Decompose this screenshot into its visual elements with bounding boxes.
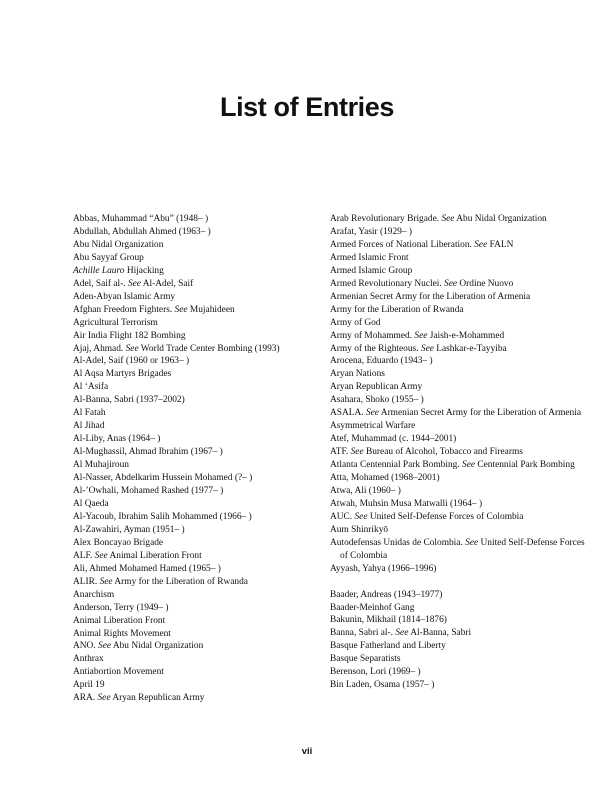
entry-text: Abu Nidal Organization bbox=[73, 239, 164, 250]
entry-text: ALF. bbox=[73, 550, 95, 561]
entry-text: Atwa, Ali (1960– ) bbox=[330, 486, 401, 497]
list-entry bbox=[330, 239, 592, 252]
entry-text: Jaish-e-Mohammed bbox=[427, 330, 505, 341]
list-entry bbox=[330, 381, 592, 394]
entry-text: ASALA. bbox=[330, 408, 366, 419]
entry-text-italic: See bbox=[395, 628, 409, 639]
entry-text: Ayyash, Yahya (1966–1996) bbox=[330, 563, 437, 574]
entry-text: Aryan Republican Army bbox=[330, 382, 423, 393]
entry-text-italic: See bbox=[350, 447, 364, 458]
entry-text-italic: See bbox=[354, 511, 368, 522]
list-entry bbox=[73, 407, 335, 420]
entry-text: Armenian Secret Army for the Liberation of Armenia bbox=[330, 291, 531, 302]
entry-text: Basque Separatists bbox=[330, 654, 401, 665]
entry-text: AUC. bbox=[330, 511, 355, 522]
list-entry bbox=[73, 446, 335, 459]
list-entry bbox=[73, 563, 335, 576]
entry-text-italic: See bbox=[441, 214, 455, 224]
entry-text: FALN bbox=[487, 239, 514, 250]
entries-column-left bbox=[73, 213, 335, 705]
list-entry bbox=[330, 511, 592, 524]
list-entry bbox=[73, 615, 335, 628]
list-entry bbox=[330, 278, 592, 291]
list-entry bbox=[330, 265, 592, 278]
entry-text-italic: See bbox=[99, 576, 113, 587]
entry-text: Armed Islamic Group bbox=[330, 265, 413, 276]
entry-text: Army of Mohammed. bbox=[330, 330, 415, 341]
entry-text: ARA. bbox=[73, 693, 98, 704]
list-entry bbox=[73, 550, 335, 563]
entry-text: Army for the Liberation of Rwanda bbox=[112, 576, 248, 587]
list-entry bbox=[73, 213, 335, 226]
list-entry bbox=[330, 498, 592, 511]
entry-text: Atef, Muhammad (c. 1944–2001) bbox=[330, 434, 457, 445]
entry-text-italic: See bbox=[365, 408, 379, 419]
entry-text: United Self-Defense Forces of Colombia bbox=[340, 537, 585, 561]
list-entry bbox=[330, 291, 592, 304]
list-entry bbox=[330, 679, 592, 692]
entry-text: World Trade Center Bombing (1993) bbox=[138, 343, 280, 354]
entry-text: Autodefensas Unidas de Colombia. bbox=[330, 537, 466, 548]
list-entry bbox=[73, 537, 335, 550]
entry-text: Alex Boncayao Brigade bbox=[73, 537, 164, 548]
entry-text: April 19 bbox=[73, 680, 105, 691]
entry-text: Ali, Ahmed Mohamed Hamed (1965– ) bbox=[73, 563, 221, 574]
list-entry bbox=[330, 446, 592, 459]
list-entry bbox=[73, 355, 335, 368]
list-entry bbox=[330, 420, 592, 433]
entry-text: Bureau of Alcohol, Tobacco and Firearms bbox=[363, 447, 523, 458]
entry-text: Air India Flight 182 Bombing bbox=[73, 330, 186, 341]
list-entry bbox=[73, 472, 335, 485]
entry-text: Animal Rights Movement bbox=[73, 628, 171, 639]
list-entry bbox=[73, 433, 335, 446]
entry-text: Al ‘Asifa bbox=[73, 382, 109, 393]
list-entry bbox=[330, 472, 592, 485]
list-entry bbox=[73, 278, 335, 291]
entry-text: ALIR. bbox=[73, 576, 100, 587]
list-entry bbox=[73, 394, 335, 407]
list-entry bbox=[73, 602, 335, 615]
entry-text: Lashkar-e-Tayyiba bbox=[433, 343, 507, 354]
list-entry bbox=[330, 252, 592, 265]
list-entry bbox=[73, 524, 335, 537]
list-entry bbox=[330, 407, 592, 420]
entry-text: Animal Liberation Front bbox=[73, 615, 166, 626]
entry-text: Bakunin, Mikhail (1814–1876) bbox=[330, 615, 447, 626]
entry-text: Al-Banna, Sabri (1937–2002) bbox=[73, 395, 185, 406]
list-entry bbox=[73, 692, 335, 705]
entry-text: Asymmetrical Warfare bbox=[330, 421, 416, 432]
list-entry bbox=[73, 640, 335, 653]
entry-text: Baader-Meinhof Gang bbox=[330, 602, 415, 613]
entry-text: Armed Islamic Front bbox=[330, 252, 409, 263]
entry-text: Al-’Owhali, Mohamed Rashed (1977– ) bbox=[73, 486, 224, 497]
list-entry bbox=[330, 653, 592, 666]
entry-text: Adel, Saif al-. bbox=[73, 278, 128, 289]
list-entry bbox=[330, 614, 592, 627]
entry-text: Armenian Secret Army for the Liberation of Armenia bbox=[378, 408, 581, 419]
list-entry bbox=[330, 524, 592, 537]
list-entry bbox=[330, 304, 592, 317]
entry-text: Abu Sayyaf Group bbox=[73, 252, 144, 263]
entry-text: Animal Liberation Front bbox=[107, 550, 202, 561]
list-entry bbox=[73, 628, 335, 641]
entry-text: Agricultural Terrorism bbox=[73, 317, 158, 328]
entry-text-italic: See bbox=[444, 278, 458, 289]
entry-text: Al-Mughassil, Ahmad Ibrahim (1967– ) bbox=[73, 447, 223, 458]
list-entry bbox=[330, 433, 592, 446]
list-entry bbox=[73, 291, 335, 304]
list-entry bbox=[330, 330, 592, 343]
list-entry bbox=[330, 602, 592, 615]
list-entry bbox=[330, 666, 592, 679]
entry-text: Army of the Righteous. bbox=[330, 343, 421, 354]
entry-text: Aryan Nations bbox=[330, 369, 385, 380]
list-entry bbox=[330, 459, 592, 472]
entry-text: Abu Nidal Organization bbox=[454, 214, 547, 224]
entry-text: United Self-Defense Forces of Colombia bbox=[367, 511, 524, 522]
entry-text: Arab Revolutionary Brigade. bbox=[330, 214, 442, 224]
entry-text: Mujahideen bbox=[187, 304, 235, 315]
entry-text: Baader, Andreas (1943–1977) bbox=[330, 589, 443, 600]
list-entry bbox=[330, 485, 592, 498]
list-entry bbox=[73, 589, 335, 602]
list-entry bbox=[73, 330, 335, 343]
page-title: List of Entries bbox=[219, 92, 395, 122]
entry-text-italic: See bbox=[414, 330, 428, 341]
entry-text-italic: See bbox=[97, 693, 111, 704]
entry-text: Arocena, Eduardo (1943– ) bbox=[330, 356, 433, 367]
entry-text: Armed Forces of National Liberation. bbox=[330, 239, 475, 250]
entry-text: Ordine Nuovo bbox=[457, 278, 514, 289]
entry-text: Anderson, Terry (1949– ) bbox=[73, 602, 169, 613]
entry-text: Asahara, Shoko (1955– ) bbox=[330, 395, 424, 406]
entry-text: Centennial Park Bombing bbox=[475, 460, 575, 471]
entry-text-italic: See bbox=[420, 343, 434, 354]
entry-text: Abu Nidal Organization bbox=[111, 641, 204, 652]
list-entry bbox=[73, 653, 335, 666]
list-entry bbox=[330, 627, 592, 640]
list-entry bbox=[330, 343, 592, 356]
entry-text: Army for the Liberation of Rwanda bbox=[330, 304, 464, 315]
list-entry bbox=[330, 368, 592, 381]
entry-text: Al Qaeda bbox=[73, 498, 109, 509]
entry-text: Berenson, Lori (1969– ) bbox=[330, 667, 421, 678]
entry-text-italic: See bbox=[462, 460, 476, 471]
list-entry bbox=[73, 498, 335, 511]
list-entry bbox=[73, 666, 335, 679]
entry-text: Al-Adel, Saif bbox=[140, 278, 194, 289]
entry-text-italic: See bbox=[127, 278, 141, 289]
entry-text: Aden-Abyan Islamic Army bbox=[73, 291, 176, 302]
entry-text-italic: See bbox=[174, 304, 188, 315]
list-entry bbox=[73, 511, 335, 524]
entry-text-italic: See bbox=[98, 641, 112, 652]
entry-text-italic: See bbox=[465, 537, 479, 548]
list-entry bbox=[73, 226, 335, 239]
entries-column-right bbox=[330, 213, 592, 692]
entry-text: Afghan Freedom Fighters. bbox=[73, 304, 175, 315]
entry-text: Ajaj, Ahmad. bbox=[73, 343, 126, 354]
entry-text: Abdullah, Abdullah Ahmed (1963– ) bbox=[73, 226, 211, 237]
list-entry bbox=[330, 213, 592, 226]
entry-text: Al-Banna, Sabri bbox=[408, 628, 472, 639]
list-entry bbox=[73, 420, 335, 433]
list-entry bbox=[330, 355, 592, 368]
list-entry bbox=[73, 317, 335, 330]
entry-text: Al-Yacoub, Ibrahim Salih Mohammed (1966– ) bbox=[73, 511, 252, 522]
entry-text-italic: See bbox=[94, 550, 108, 561]
list-entry bbox=[73, 459, 335, 472]
entry-text: Al-Nasser, Abdelkarim Hussein Mohamed (?– ) bbox=[73, 473, 253, 484]
list-entry bbox=[73, 679, 335, 692]
list-entry bbox=[330, 589, 592, 602]
list-entry bbox=[73, 381, 335, 394]
list-entry bbox=[73, 343, 335, 356]
list-entry bbox=[330, 394, 592, 407]
entry-text: Al-Zawahiri, Ayman (1951– ) bbox=[73, 524, 185, 535]
entry-text-italic: See bbox=[125, 343, 139, 354]
entry-text: ATF. bbox=[330, 447, 351, 458]
list-entry bbox=[73, 485, 335, 498]
list-entry bbox=[73, 576, 335, 589]
entry-text: Aryan Republican Army bbox=[110, 693, 205, 704]
entry-text: Aum Shinrikyō bbox=[330, 524, 389, 535]
entry-text: Hijacking bbox=[124, 265, 164, 276]
entry-text-italic: See bbox=[474, 239, 488, 250]
entry-text: Atwah, Muhsin Musa Matwalli (1964– ) bbox=[330, 498, 483, 509]
list-entry bbox=[73, 239, 335, 252]
entry-text-italic: Achille Lauro bbox=[73, 265, 125, 276]
entry-text: Abbas, Muhammad “Abu” (1948– ) bbox=[73, 214, 209, 224]
entry-text: Al Jihad bbox=[73, 421, 105, 432]
entry-text: Al Aqsa Martyrs Brigades bbox=[73, 369, 172, 380]
entry-text: ANO. bbox=[73, 641, 98, 652]
entry-text: Al Muhajiroun bbox=[73, 460, 129, 471]
entry-text: Anarchism bbox=[73, 589, 115, 600]
entry-text: Anthrax bbox=[73, 654, 104, 665]
entry-text: Atlanta Centennial Park Bombing. bbox=[330, 460, 463, 471]
list-entry bbox=[330, 226, 592, 239]
entry-text: Basque Fatherland and Liberty bbox=[330, 641, 446, 652]
entry-text: Al Fatah bbox=[73, 408, 106, 419]
entry-text: Atta, Mohamed (1968–2001) bbox=[330, 473, 440, 484]
list-entry bbox=[330, 537, 592, 563]
entry-text: Banna, Sabri al-. bbox=[330, 628, 396, 639]
entry-text: Antiabortion Movement bbox=[73, 667, 164, 678]
list-entry bbox=[330, 640, 592, 653]
list-entry bbox=[330, 563, 592, 576]
list-entry bbox=[73, 368, 335, 381]
entry-text: Armed Revolutionary Nuclei. bbox=[330, 278, 445, 289]
entry-text: Arafat, Yasir (1929– ) bbox=[330, 226, 413, 237]
list-entry bbox=[73, 252, 335, 265]
entry-text: Army of God bbox=[330, 317, 381, 328]
list-entry bbox=[73, 304, 335, 317]
page-number: vii bbox=[301, 746, 313, 757]
entry-text: Bin Laden, Osama (1957– ) bbox=[330, 680, 435, 691]
entry-text: Al-Liby, Anas (1964– ) bbox=[73, 434, 161, 445]
list-entry bbox=[73, 265, 335, 278]
list-entry bbox=[330, 317, 592, 330]
entry-text: Al-Adel, Saif (1960 or 1963– ) bbox=[73, 356, 190, 367]
